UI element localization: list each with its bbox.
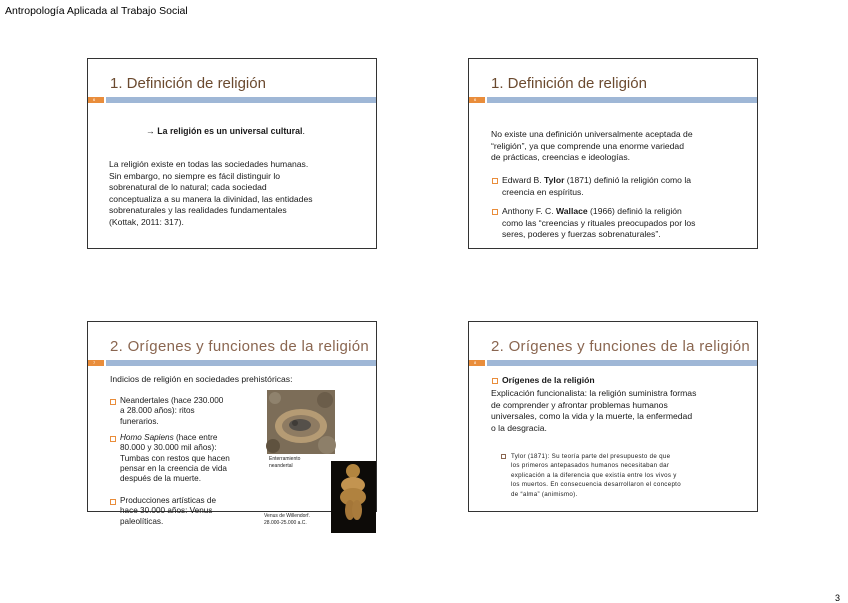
venus-willendorf-image — [331, 461, 376, 533]
body-text: La religión existe en todas las sociedades humanas. Sin embargo, no siempre es fácil distinguir lo sobrenatural de lo natural; cada sociedad conceptualiza a su manera la divinidad, las entidades sobrenaturales y las realidades fundamentales (Kottak, 2011: 317). — [109, 159, 313, 227]
caption-burial: Enterramiento neandertal — [269, 456, 301, 469]
section-heading: Orígenes de la religión — [502, 375, 595, 387]
highlight-text: La religión es un universal cultural — [157, 126, 303, 136]
caption-venus: Venus de Willendorf. 28.000-25.000 a.C. — [264, 513, 310, 526]
bullet-venus: Producciones artísticas de hace 30.000 años: Venus paleolíticas. — [120, 496, 216, 527]
bullet-square-icon — [501, 454, 506, 459]
title-rule — [469, 97, 757, 103]
key-statement: → La religión es un universal cultural. — [146, 126, 305, 136]
neanderthal-burial-image — [267, 390, 335, 454]
slide-2[interactable] — [468, 58, 758, 249]
slide-tab-number: 8 — [474, 360, 477, 365]
sub-bullet-tylor: Tylor (1871): Su teoría parte del presupuesto de que los primeros antepasados humanos necesitaban dar explicación a la diferencia que existía entre los vivos y los muertos. En consecuencia desarrollaron el concepto de “alma” (animismo). — [511, 452, 681, 499]
slide-title: 2. Orígenes y funciones de la religión — [110, 338, 370, 355]
bullet-wallace: Anthony F. C. Wallace (1966) definió la religión como las “creencias y rituales preocupados por los seres, poderes y fuerzas sobrenaturales”. — [502, 206, 695, 241]
bullet-neandertales: Neandertales (hace 230.000 a 28.000 años): ritos funerarios. — [120, 396, 223, 427]
bullet-square-icon — [110, 499, 116, 505]
slide-tab-number: 7 — [93, 360, 96, 365]
bullet-tylor: Edward B. Tylor (1871) definió la religión como la creencia en espíritus. — [502, 175, 691, 198]
slide-tab-number: 6 — [93, 97, 96, 102]
slide-4[interactable] — [468, 321, 758, 512]
slide-3[interactable] — [87, 321, 377, 526]
slide-title: 1. Definición de religión — [491, 75, 647, 92]
bullet-homo-sapiens: Homo Sapiens (hace entre 80.000 y 30.000 mil años): Tumbas con restos que hacen pensar en la creencia de vida después de la muerte. — [120, 433, 230, 484]
bullet-square-icon — [492, 178, 498, 184]
title-rule — [88, 97, 376, 103]
body-text: Explicación funcionalista: la religión suministra formas de comprender y afrontar problemas humanos universales, como la vida y la muerte, la enfermedad o la desgracia. — [491, 388, 697, 433]
document-title: Antropología Aplicada al Trabajo Social — [5, 5, 188, 17]
arrow-icon: → — [146, 126, 155, 136]
bullet-square-icon — [492, 209, 498, 215]
slide-title: 1. Definición de religión — [110, 75, 266, 92]
intro-text: Indicios de religión en sociedades prehistóricas: — [110, 374, 293, 384]
page-number: 3 — [834, 593, 840, 603]
bullet-square-icon — [492, 378, 498, 384]
slide-1[interactable] — [87, 58, 377, 249]
slide-title: 2. Orígenes y funciones de la religión — [491, 338, 751, 355]
bullet-square-icon — [110, 399, 116, 405]
bullet-square-icon — [110, 436, 116, 442]
intro-text: No existe una definición universalmente aceptada de “religión”, ya que comprende una enorme variedad de prácticas, creencias e ideologías. — [491, 129, 693, 162]
title-rule — [469, 360, 757, 366]
title-rule — [88, 360, 376, 366]
slide-tab-number: 6 — [474, 97, 477, 102]
